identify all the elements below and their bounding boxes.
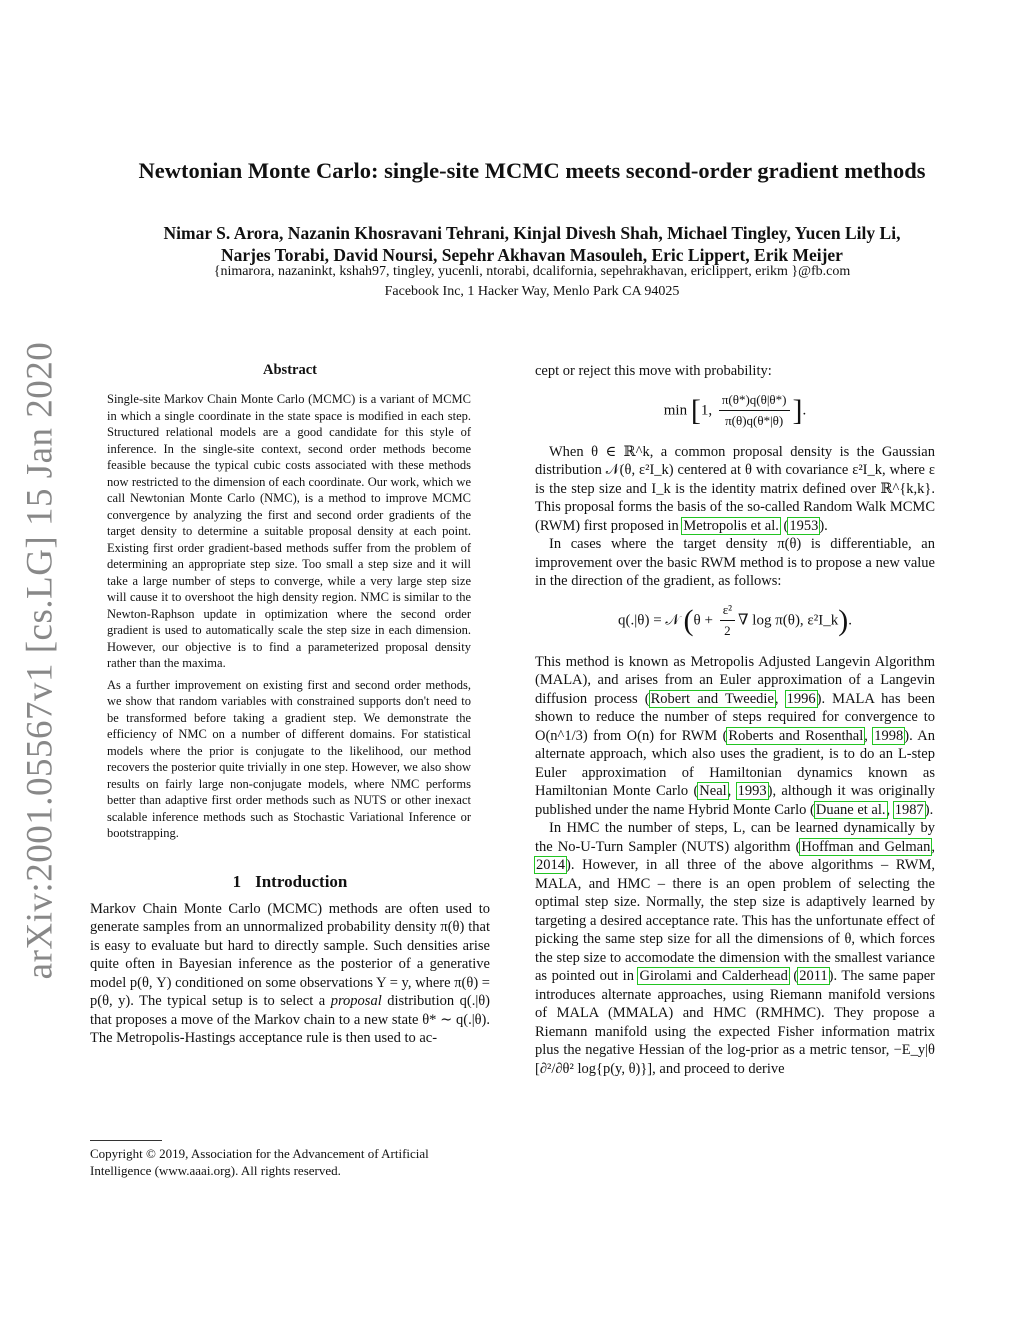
citation-link[interactable]: Hoffman and Gelman <box>801 838 931 855</box>
arxiv-stamp-text: arXiv:2001.05567v1 [cs.LG] 15 Jan 2020 <box>19 341 61 979</box>
text-run: ). The same paper introduces alternate approaches, using Riemann manifold versions of MALA (MMALA) and HMC (RMHMC). They propose a Riemann manifold using the expected Fisher information matrix plus the negative Hessian of the log-prior as a metric tensor, −E_y|θ [∂²/∂θ² log{p(y, θ)}], and proceed to derive <box>535 968 935 1077</box>
eq-min: min <box>663 401 688 418</box>
eq-end: . <box>848 611 852 628</box>
eq-denominator: 2 <box>724 623 731 638</box>
introduction-text <box>90 900 490 1048</box>
eq-gradient-term: ∇ log π(θ), ε²I_k <box>738 611 839 628</box>
author-line-1: Nimar S. Arora, Nazanin Khosravani Tehrani, Kinjal Divesh Shah, Michael Tingley, Yucen Lily Li, <box>163 223 901 243</box>
citation-year-link[interactable]: 1996 <box>786 690 816 707</box>
body-paragraph: In HMC the number of steps, L, can be learned dynamically by the No-U-Turn Sampler (NUTS) algorithm (Hoffman and Gelman, 2014). However, in all three of the above algorithms – RWM, MALA, and HMC – there is an open problem of selecting the optimal step size. Normally, the step size is adaptively learned by targeting a desired acceptance rate. This has the unfortunate effect of picking the same step size for all the dimensions of θ, which forces the step size to accomodate the dimension with the smallest variance as pointed out in Girolami and Calderhead (2011). The same paper introduces alternate approaches, using Riemann manifold versions of MALA (MMALA) and HMC (RMHMC). They propose a Riemann manifold using the expected Fisher information matrix plus the negative Hessian of the log-prior as a metric tensor, −E_y|θ [∂²/∂θ² log{p(y, θ)}], and proceed to derive <box>535 820 935 1077</box>
text-run: ). An alternate approach, which also uses the gradient, is to do an L-step Euler approximation of Hamiltonian dynamics known as Hamiltonian Monte Carlo ( <box>535 727 935 799</box>
citation-link[interactable]: Metropolis et al. <box>683 517 779 534</box>
text-run: ). <box>924 801 934 818</box>
citation-link[interactable]: Neal <box>699 783 727 799</box>
author-line-2: Narjes Torabi, David Noursi, Sepehr Akhavan Masouleh, Eric Lippert, Erik Meijer <box>221 245 843 265</box>
text-run: ). MALA has been shown to reduce the number of steps required for convergence to O(n^1/3) from O(n) for RWM ( <box>535 690 935 744</box>
citation-link[interactable]: Robert and Tweedie <box>650 690 774 707</box>
right-column <box>535 362 935 1078</box>
left-column <box>90 362 490 1048</box>
author-list <box>60 222 1004 266</box>
body-paragraph: When θ ∈ ℝ^k, a common proposal density is the Gaussian distribution 𝒩(θ, ε²I_k) centered at θ with covariance ε²I_k, where ε is the step size and I_k is the identity matrix defined over ℝ^{k,k}. This proposal forms the basis of the so-called Random Walk MCMC (RWM) first proposed in Metropolis et al. (1953). <box>535 443 935 534</box>
citation-year-link[interactable]: 1993 <box>737 783 767 799</box>
citation-year-link[interactable]: 1998 <box>874 727 904 744</box>
text-run: When θ ∈ ℝ^k, a common proposal density is the Gaussian distribution 𝒩(θ, ε²I_k) centered at θ with covariance ε²I_k, where ε is the step size and I_k is the identity matrix defined over ℝ^{k,k}. This proposal forms the basis of the so-called Random Walk MCMC (RWM) first proposed in <box>535 443 935 534</box>
section-title: Introduction <box>255 871 348 891</box>
abstract-paragraph: Single-site Markov Chain Monte Carlo (MCMC) is a variant of MCMC in which a single coordinate in the state space is modified in each step. Structured relational models are a good candidate for this style of inference. In the single-site context, second order methods become feasible because the typical cubic costs associated with these methods now restricted to the dimension of each coordinate. Our work, which we call Newtonian Monte Carlo (NMC), is a method to improve MCMC convergence by analyzing the first and second order gradients of the target density to determine a suitable proposal density at each point. Existing first order gradient-based methods suffer from the problem of determining an appropriate step size. Too small a step size and it will take a large number of steps to converge, while a very large step size will cause it to overshoot the high density region. NMC is similar to the Newton-Raphson update in optimization where the second order gradient is used to automatically scale the step size in each dimension. However, our objective is to find a parameterized proposal density rather than the maxima. <box>107 392 471 670</box>
body-paragraph: cept or reject this move with probability: <box>535 363 772 379</box>
eq-bracket-close: ] <box>792 393 803 427</box>
citation-link[interactable]: Duane et al. <box>815 801 886 818</box>
footnote-rule <box>90 1140 162 1141</box>
eq-denominator: π(θ)q(θ*|θ) <box>725 413 784 428</box>
text-run: Markov Chain Monte Carlo (MCMC) methods are often used to generate samples from an unnormalized probability density π(θ) that is easy to evaluate but hard to directly sample. Such densities arise quite often in Bayesian inference as the posterior of a generative model p(θ, Y) conditioned on some observations Y = y, where π(θ) = p(θ, y). The typical setup is to select a <box>90 900 490 1009</box>
eq-one: 1, <box>700 401 713 418</box>
eq-numerator: π(θ*)q(θ|θ*) <box>719 391 790 412</box>
abstract-body <box>107 391 471 842</box>
body-paragraph: This method is known as Metropolis Adjusted Langevin Algorithm (MALA), and arises from an Euler approximation of a Langevin diffusion process (Robert and Tweedie, 1996). MALA has been shown to reduce the number of steps required for convergence to O(n^1/3) from O(n) for RWM (Roberts and Rosenthal, 1998). An alternate approach, which also uses the gradient, is to do an L-step Euler approximation of Hamiltonian dynamics known as Hamiltonian Monte Carlo (Neal, 1993), although it was originally published under the name Hybrid Monte Carlo (Duane et al., 1987). <box>535 653 936 818</box>
text-run: ), although it was originally published under the name Hybrid Monte Carlo ( <box>535 783 936 818</box>
paper-title: Newtonian Monte Carlo: single-site MCMC meets second-order gradient methods <box>138 158 926 183</box>
eq-lhs: q(.|θ) = 𝒩 <box>618 611 680 628</box>
section-heading-introduction <box>90 872 490 892</box>
eq-fraction <box>720 601 735 641</box>
abstract-heading: Abstract <box>263 362 317 378</box>
arxiv-stamp <box>10 341 70 979</box>
author-emails: {nimarora, nazaninkt, kshah97, tingley, yucenli, ntorabi, dcalifornia, sepehrakhavan, ericlippert, erikm }@fb.com <box>213 264 851 279</box>
abstract-paragraph: As a further improvement on existing first and second order methods, we show that random variables with constrained supports don't need to be transformed before taking a gradient step. We demonstrate the efficiency of NMC on a number of different domains. For statistical models where the prior is conjugate to the likelihood, our method recovers the posterior quite trivially in one step. However, we also show results on fairly large non-conjugate models, where NMC performs better than adaptive first order methods such as NUTS or other inexact scalable inference methods such as Stochastic Variational Inference or bootstrapping. <box>107 677 471 840</box>
text-run: This method is known as Metropolis Adjusted Langevin Algorithm (MALA), and arises from an Euler approximation of a Langevin diffusion process ( <box>535 653 935 707</box>
author-contacts <box>60 262 1004 302</box>
footnote-text: Copyright © 2019, Association for the Advancement of Artificial Intelligence (www.aaai.org). All rights reserved. <box>90 1146 429 1178</box>
copyright-footnote <box>90 1140 490 1179</box>
eq-fraction <box>719 391 790 431</box>
eq-paren-open: ( <box>683 603 694 637</box>
eq-paren-close: ) <box>838 603 849 637</box>
text-run: . <box>824 517 828 534</box>
citation-year-link[interactable]: 2014 <box>536 857 565 873</box>
eq-numerator: ε² <box>720 601 735 622</box>
section-number: 1 <box>232 871 242 891</box>
author-affiliation: Facebook Inc, 1 Hacker Way, Menlo Park CA 94025 <box>384 284 680 299</box>
citation-year-link[interactable]: 2011 <box>799 968 828 984</box>
equation-acceptance <box>535 391 935 431</box>
citation-year-link[interactable]: 1987 <box>894 801 924 818</box>
equation-mala-proposal <box>535 601 935 641</box>
eq-theta-plus: θ + <box>693 611 713 628</box>
text-run: ). However, in all three of the above algorithms – RWM, MALA, and HMC – there is an open problem of selecting the optimal step size. Normally, the step size is adaptively learned by targeting a desired acceptance rate. This has the unfortunate effect of picking the same step size for all the dimensions of θ, which forces the step size to accomodate the dimension with the smallest variance as pointed out in <box>535 857 935 984</box>
citation-year-link[interactable]: 1953 <box>789 517 819 534</box>
emphasis: proposal <box>330 993 382 1009</box>
eq-bracket-open: [ <box>690 393 701 427</box>
text-run: In HMC the number of steps, L, can be learned dynamically by the No-U-Turn Sampler (NUTS) algorithm ( <box>535 820 935 855</box>
body-paragraph <box>90 900 490 1048</box>
citation-link[interactable]: Roberts and Rosenthal <box>728 727 864 744</box>
body-paragraph: In cases where the target density π(θ) is differentiable, an improvement over the basic RWM method is to propose a new value in the direction of the gradient, as follows: <box>535 536 935 589</box>
text-run: distribution q(.|θ) that proposes a move of the Markov chain to a new state θ* ∼ q(.|θ). The Metropolis-Hastings acceptance rule is then used to ac- <box>90 993 491 1046</box>
citation-link[interactable]: Girolami and Calderhead <box>639 968 788 984</box>
eq-end: . <box>802 401 807 418</box>
